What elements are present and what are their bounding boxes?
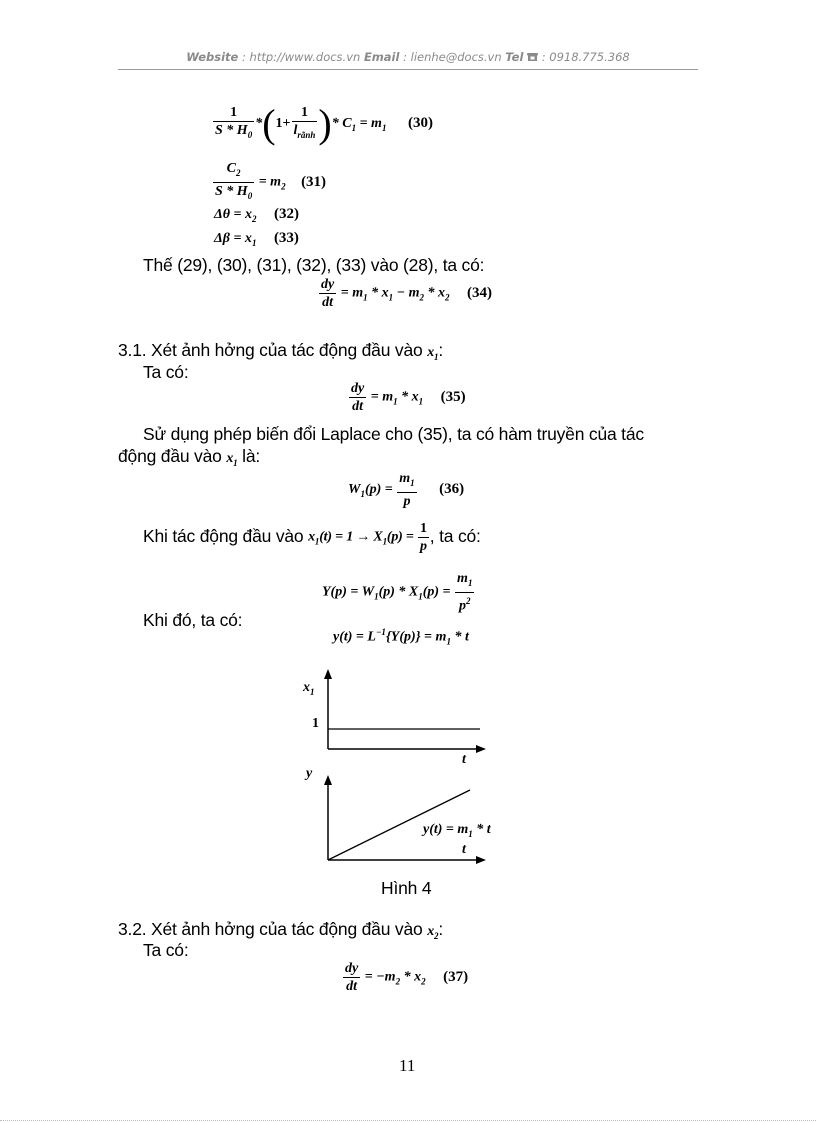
eq35-s1: 1 <box>393 396 398 407</box>
para3-num: 1 <box>419 521 427 536</box>
eq-yp-num: m <box>457 571 468 586</box>
eq30-eq-sub: 1 <box>381 123 387 134</box>
eq-yp-den: p <box>458 598 466 614</box>
section31-colon: : <box>438 340 443 360</box>
eq33-expr: Δβ = x <box>214 231 252 246</box>
tel-value: : 0918.775.368 <box>538 50 630 64</box>
equation-time-domain <box>333 627 469 646</box>
eq-yt-rhs: {Y(p)} = m <box>385 629 447 645</box>
section31-title: 3.1. Xét ảnh hởng của tác động đầu vào <box>118 340 428 360</box>
equation-33 <box>214 230 299 248</box>
graph1-xlabel: t <box>462 752 466 767</box>
graph2-x-arrow <box>476 856 486 864</box>
para2b-pre: động đầu vào <box>118 446 227 466</box>
eq-yp-s2: 1 <box>418 591 423 602</box>
eq31-num: C <box>226 161 237 176</box>
eq-yt-sup: −1 <box>375 627 386 637</box>
graph1-level-label: 1 <box>312 716 319 731</box>
eq-yp-s1: 1 <box>374 591 379 602</box>
equation-36 <box>348 470 464 510</box>
para3-den: p <box>419 539 427 554</box>
para2b-sub: 1 <box>233 457 238 468</box>
page-number: 11 <box>399 1056 416 1075</box>
eq34-s4: 2 <box>444 292 450 303</box>
website-label: Website <box>186 50 239 64</box>
para3-post: , ta có: <box>429 526 481 547</box>
section-3-1-heading <box>118 340 443 362</box>
eq35-rhs: = m <box>367 389 394 405</box>
eq30-num1: 1 <box>213 104 254 122</box>
eq34-den: dt <box>322 295 334 310</box>
eq34-rhs: = m <box>337 285 364 301</box>
section-3-2-heading <box>118 919 443 941</box>
eq34-tag: (34) <box>466 284 492 301</box>
header-rule <box>118 69 698 70</box>
eq36-lhs: W <box>348 482 361 498</box>
graph-step-input <box>302 669 486 767</box>
eq30-rhs: * C <box>331 116 352 132</box>
figure-4 <box>290 665 500 875</box>
eq31-den: S * H <box>215 183 248 199</box>
eq34-r2: * x <box>367 285 389 301</box>
eq30-den1-sub: 0 <box>247 129 253 140</box>
eq36-lhs-sub: 1 <box>360 488 365 499</box>
eq34-s2: 1 <box>388 292 394 303</box>
section32-var: x <box>427 924 435 939</box>
eq37-s2: 2 <box>421 976 426 987</box>
eq36-num: m <box>399 471 411 486</box>
section32-var-sub: 2 <box>434 930 439 941</box>
graph2-line-label: $y(t) = m_1 * t$ <box>423 822 491 839</box>
paragraph-step-input <box>143 520 481 555</box>
eq32-sub: 2 <box>252 213 257 224</box>
paragraph-then: Khi đó, ta có: <box>143 610 243 630</box>
equation-32 <box>214 206 299 224</box>
eq30-rhs-sub: 1 <box>351 123 357 134</box>
section31-var: x <box>427 345 435 360</box>
eq-yp-den-sup: 2 <box>465 595 471 606</box>
eq-yp-end: (p) = <box>422 584 455 600</box>
equation-34 <box>318 276 492 311</box>
eq30-den1: S * H <box>215 123 248 139</box>
section32-colon: : <box>438 919 443 939</box>
page-header <box>0 50 816 64</box>
equation-30: $\frac{1}{S * H_0}$ *(1+ $\frac{1}{l_{rãnh}}$ )* $C_1 = m_1$ (30) <box>215 101 433 146</box>
eq31-tag: (31) <box>301 173 327 190</box>
para2b-post: là: <box>237 446 261 466</box>
ta-co-2: Ta có: <box>143 940 189 960</box>
eq30-den2: l <box>293 123 298 139</box>
phone-icon <box>527 52 538 62</box>
eq-yt-sub: 1 <box>446 636 451 647</box>
para3-b: (t) = 1 → X <box>319 529 383 545</box>
eq30-frac1 <box>213 104 254 144</box>
eq-yp-num-sub: 1 <box>467 577 473 588</box>
eq35-r2: * x <box>397 389 419 405</box>
eq35-tag: (35) <box>440 388 466 405</box>
figure-caption: Hình 4 <box>381 878 432 898</box>
eq34-num: dy <box>321 277 335 292</box>
graph1-ylabel: $x_1$ <box>303 680 315 697</box>
eq35-s2: 1 <box>418 396 424 407</box>
paragraph-laplace-line2 <box>118 446 260 468</box>
graph1-x-arrow <box>476 745 486 753</box>
eq30-tag: (30) <box>407 115 433 132</box>
eq-yp-lhs: Y(p) = W <box>322 584 375 600</box>
eq37-s1: 2 <box>395 976 401 987</box>
eq32-expr: Δθ = x <box>214 207 253 222</box>
eq31-frac <box>213 160 254 205</box>
eq35-num: dy <box>351 381 365 396</box>
eq34-s3: 2 <box>419 292 424 303</box>
eq36-num-sub: 1 <box>410 477 415 488</box>
graph2-xlabel: t <box>462 842 466 857</box>
ta-co-1: Ta có: <box>143 362 189 382</box>
graph2-ylabel: y <box>306 766 313 781</box>
section31-var-sub: 1 <box>434 351 439 362</box>
eq31-num-sub: 2 <box>236 167 241 178</box>
section32-title: 3.2. Xét ảnh hởng của tác động đầu vào <box>118 919 428 939</box>
equation-output-laplace <box>322 570 475 614</box>
paragraph-laplace-line1: Sử dụng phép biến đổi Laplace cho (35), ta có hàm truyền của tác <box>143 424 644 444</box>
eq34-r3: − m <box>393 285 420 301</box>
graph-ramp-output <box>304 766 492 864</box>
eq-yt-lhs: y(t) = L <box>333 629 376 645</box>
eq37-r2: * x <box>400 969 422 985</box>
eq30-den2-sub: rãnh <box>297 129 316 140</box>
eq33-tag: (33) <box>273 230 299 246</box>
para3-b-sub: 1 <box>382 536 387 547</box>
eq36-den: p <box>403 493 411 509</box>
eq30-num2: 1 <box>292 104 318 122</box>
paragraph-substitution: Thế (29), (30), (31), (32), (33) vào (28), ta có: <box>143 255 485 275</box>
eq32-tag: (32) <box>274 206 300 222</box>
website-value: : http://www.docs.vn <box>238 50 364 64</box>
eq31-rhs: = m <box>255 174 282 190</box>
eq31-rhs-sub: 2 <box>281 181 286 192</box>
tel-label: Tel <box>505 50 524 64</box>
equation-31 <box>212 160 326 205</box>
equation-35 <box>348 380 466 415</box>
para3-a-sub: 1 <box>314 536 320 547</box>
para2b-var: x <box>226 451 234 466</box>
eq36-arg: (p) = <box>364 482 397 498</box>
eq35-den: dt <box>352 399 364 414</box>
eq34-r4: * x <box>423 285 445 301</box>
eq34-s1: 1 <box>363 292 368 303</box>
para3-c: (p) = <box>386 529 417 545</box>
para3-pre: Khi tác động đầu vào <box>143 526 309 547</box>
eq37-rhs: = −m <box>361 969 396 985</box>
eq36-tag: (36) <box>439 481 465 498</box>
email-value: : lienhe@docs.vn <box>399 50 506 64</box>
eq30-eq: = m <box>356 116 382 132</box>
para3-a: x <box>308 529 315 545</box>
eq-yt-end: * t <box>450 629 469 645</box>
eq33-sub: 1 <box>251 237 257 248</box>
eq37-tag: (37) <box>443 968 469 985</box>
eq37-den: dt <box>346 979 358 994</box>
eq-yp-mid: (p) * X <box>378 584 419 600</box>
footer-rule <box>0 1120 816 1121</box>
eq31-den-sub: 0 <box>247 190 253 201</box>
graph2-y-arrow <box>324 775 332 785</box>
equation-37 <box>342 960 468 995</box>
graph1-y-arrow <box>324 669 332 679</box>
email-label: Email <box>363 50 400 64</box>
eq37-num: dy <box>345 961 359 976</box>
eq30-frac2 <box>292 104 318 144</box>
